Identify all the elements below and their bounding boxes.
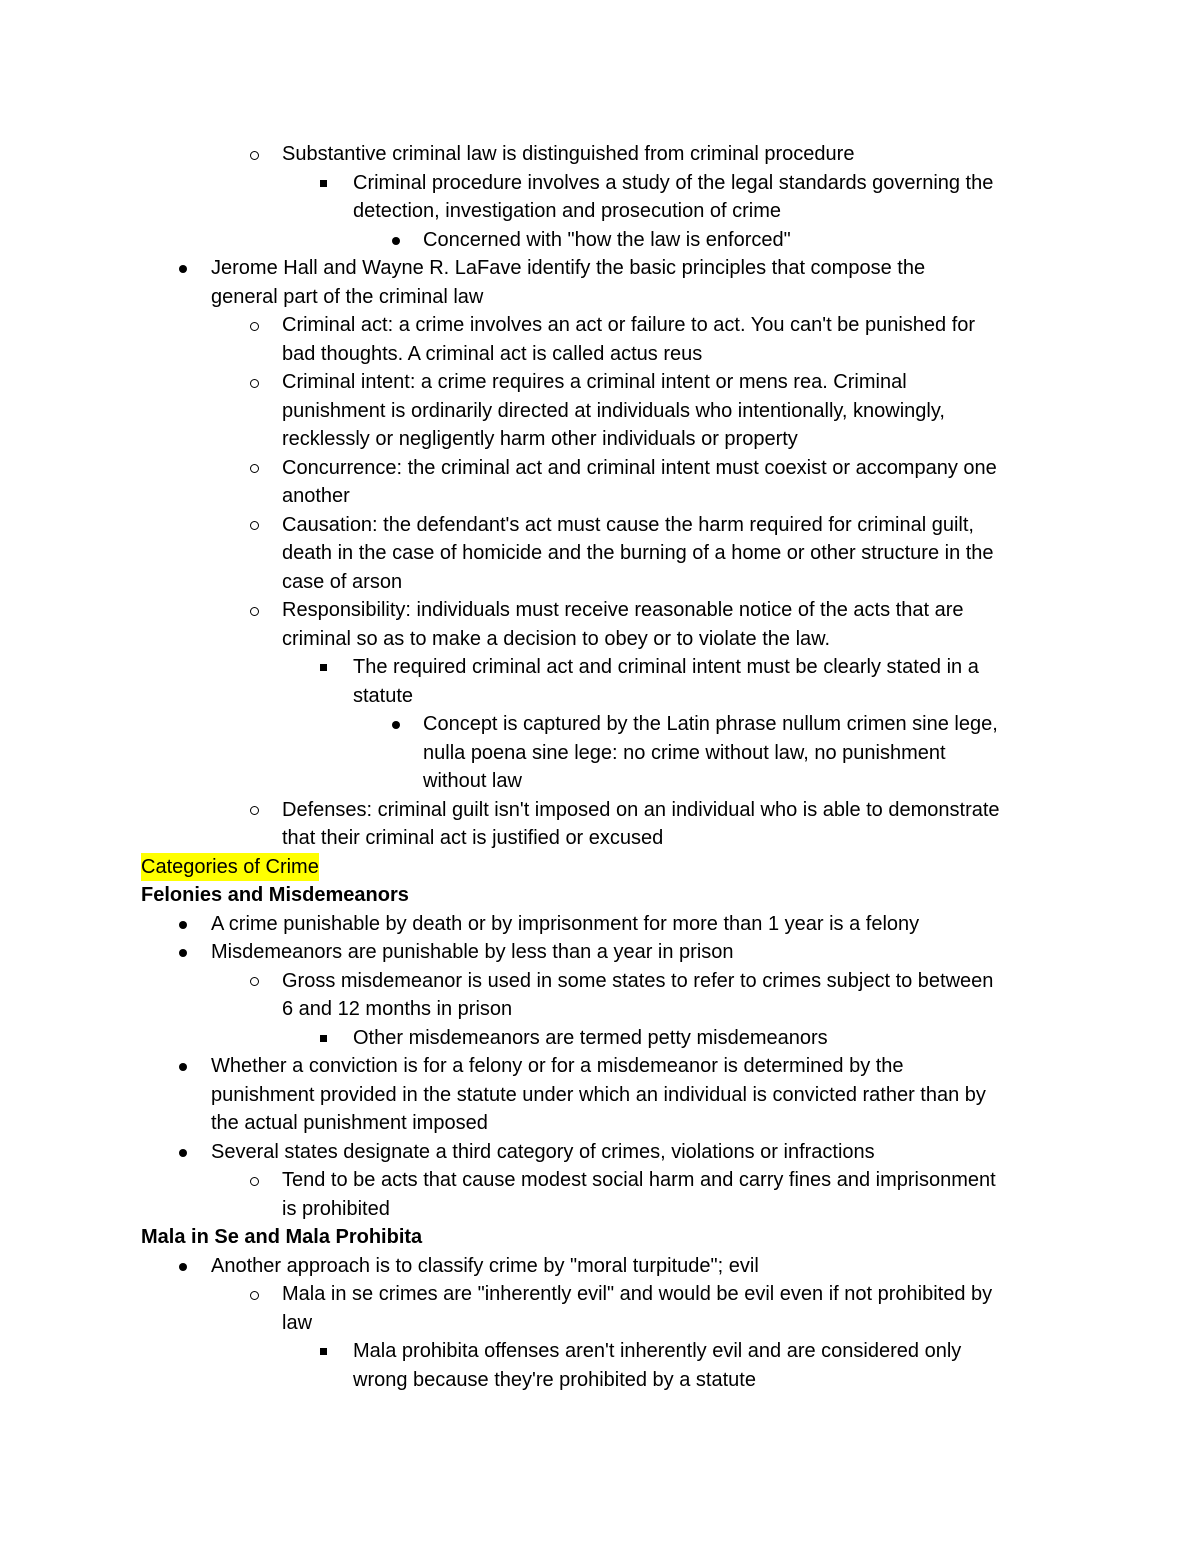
list-line	[0, 1309, 1200, 1338]
list-line	[0, 1138, 1200, 1167]
list-line	[0, 1024, 1200, 1053]
list-line	[0, 767, 1200, 796]
list-line	[0, 910, 1200, 939]
bullet-circle-icon	[250, 1177, 259, 1186]
line-text: recklessly or negligently harm other individuals or property	[282, 428, 798, 450]
list-line	[0, 739, 1200, 768]
line-text: 6 and 12 months in prison	[282, 998, 513, 1020]
line-text: Several states designate a third category of crimes, violations or infractions	[211, 1140, 875, 1163]
bullet-square-icon	[320, 664, 327, 671]
line-text: Causation: the defendant's act must cause the harm required for criminal guilt,	[282, 513, 974, 536]
list-line	[0, 824, 1200, 853]
bullet-disc-icon	[179, 921, 187, 929]
list-line	[0, 1081, 1200, 1110]
list-line	[0, 653, 1200, 682]
line-text: criminal so as to make a decision to obey or to violate the law.	[282, 627, 831, 650]
line-text: statute	[353, 684, 414, 707]
line-text: Criminal intent: a crime requires a criminal intent or mens rea. Criminal	[282, 371, 907, 393]
line-text: Misdemeanors are punishable by less than a year in prison	[211, 941, 734, 963]
section-heading	[0, 881, 1200, 910]
list-line	[0, 397, 1200, 426]
line-text: another	[282, 485, 350, 507]
line-text: Tend to be acts that cause modest social harm and carry fines and imprisonment	[282, 1169, 996, 1191]
line-text: death in the case of homicide and the burning of a home or other structure in the	[282, 542, 994, 564]
bullet-circle-icon	[250, 464, 259, 473]
line-text: Mala prohibita offenses aren't inherently evil and are considered only	[353, 1340, 962, 1362]
line-text: the actual punishment imposed	[211, 1112, 488, 1134]
bullet-circle-icon	[250, 379, 259, 388]
bullet-circle-icon	[250, 607, 259, 616]
list-line	[0, 568, 1200, 597]
line-text: A crime punishable by death or by imprisonment for more than 1 year is a felony	[211, 912, 920, 935]
bullet-square-icon	[320, 1035, 327, 1042]
list-line	[0, 311, 1200, 340]
bullet-disc-icon	[179, 265, 187, 273]
line-text: Concept is captured by the Latin phrase nullum crimen sine lege,	[423, 713, 998, 735]
line-text: Felonies and Misdemeanors	[141, 884, 409, 906]
list-line	[0, 140, 1200, 169]
line-text: Criminal act: a crime involves an act or failure to act. You can't be punished for	[282, 314, 976, 336]
list-line	[0, 1252, 1200, 1281]
line-text: punishment is ordinarily directed at individuals who intentionally, knowingly,	[282, 399, 945, 422]
bullet-circle-icon	[250, 322, 259, 331]
list-line	[0, 967, 1200, 996]
list-line	[0, 796, 1200, 825]
line-text: detection, investigation and prosecution of crime	[353, 200, 782, 222]
line-text: case of arson	[282, 570, 403, 593]
list-line	[0, 482, 1200, 511]
list-line	[0, 938, 1200, 967]
bullet-disc-icon	[392, 721, 400, 729]
line-text: general part of the criminal law	[211, 285, 484, 308]
line-text: Another approach is to classify crime by "moral turpitude"; evil	[211, 1254, 759, 1277]
section-heading	[0, 853, 1200, 882]
list-line	[0, 1366, 1200, 1395]
list-line	[0, 340, 1200, 369]
bullet-circle-icon	[250, 977, 259, 986]
list-line	[0, 539, 1200, 568]
bullet-disc-icon	[179, 1149, 187, 1157]
list-line	[0, 226, 1200, 255]
list-line	[0, 1280, 1200, 1309]
bullet-disc-icon	[179, 1263, 187, 1271]
line-text: Categories of Crime	[141, 853, 319, 882]
section-heading	[0, 1223, 1200, 1252]
line-text: Concerned with "how the law is enforced"	[423, 228, 791, 251]
line-text: Other misdemeanors are termed petty misdemeanors	[353, 1026, 828, 1049]
line-text: Whether a conviction is for a felony or for a misdemeanor is determined by the	[211, 1055, 904, 1077]
bullet-disc-icon	[179, 1063, 187, 1071]
list-line	[0, 368, 1200, 397]
list-line	[0, 169, 1200, 198]
bullet-square-icon	[320, 1348, 327, 1355]
bullet-disc-icon	[392, 237, 400, 245]
line-text: Criminal procedure involves a study of the legal standards governing the	[353, 171, 994, 194]
line-text: Responsibility: individuals must receive reasonable notice of the acts that are	[282, 599, 964, 621]
line-text: punishment provided in the statute under which an individual is convicted rather than by	[211, 1083, 986, 1106]
line-text: Concurrence: the criminal act and criminal intent must coexist or accompany one	[282, 456, 997, 479]
bullet-circle-icon	[250, 151, 259, 160]
line-text: that their criminal act is justified or excused	[282, 827, 664, 849]
list-line	[0, 1337, 1200, 1366]
document-page	[0, 140, 1200, 1394]
bullet-disc-icon	[179, 949, 187, 957]
list-line	[0, 454, 1200, 483]
list-line	[0, 511, 1200, 540]
list-line	[0, 1109, 1200, 1138]
line-text: bad thoughts. A criminal act is called actus reus	[282, 342, 703, 365]
list-line	[0, 254, 1200, 283]
line-text: Gross misdemeanor is used in some states to refer to crimes subject to between	[282, 969, 994, 992]
line-text: nulla poena sine lege: no crime without law, no punishment	[423, 741, 946, 764]
list-line	[0, 995, 1200, 1024]
line-text: law	[282, 1311, 313, 1334]
list-line	[0, 197, 1200, 226]
list-line	[0, 710, 1200, 739]
list-line	[0, 682, 1200, 711]
list-line	[0, 1166, 1200, 1195]
line-text: Mala in se crimes are "inherently evil" and would be evil even if not prohibited by	[282, 1283, 993, 1305]
line-text: Jerome Hall and Wayne R. LaFave identify the basic principles that compose the	[211, 257, 926, 279]
line-text: is prohibited	[282, 1197, 390, 1220]
list-line	[0, 625, 1200, 654]
bullet-circle-icon	[250, 806, 259, 815]
line-text: Mala in Se and Mala Prohibita	[141, 1226, 423, 1248]
bullet-circle-icon	[250, 1291, 259, 1300]
line-text: The required criminal act and criminal intent must be clearly stated in a	[353, 656, 979, 678]
list-line	[0, 1052, 1200, 1081]
line-text: Substantive criminal law is distinguished from criminal procedure	[282, 143, 855, 165]
list-line	[0, 1195, 1200, 1224]
bullet-circle-icon	[250, 521, 259, 530]
bullet-square-icon	[320, 180, 327, 187]
line-text: Defenses: criminal guilt isn't imposed on an individual who is able to demonstrate	[282, 798, 1000, 821]
list-line	[0, 283, 1200, 312]
line-text: without law	[423, 770, 522, 792]
list-line	[0, 425, 1200, 454]
list-line	[0, 596, 1200, 625]
line-text: wrong because they're prohibited by a statute	[353, 1368, 756, 1391]
